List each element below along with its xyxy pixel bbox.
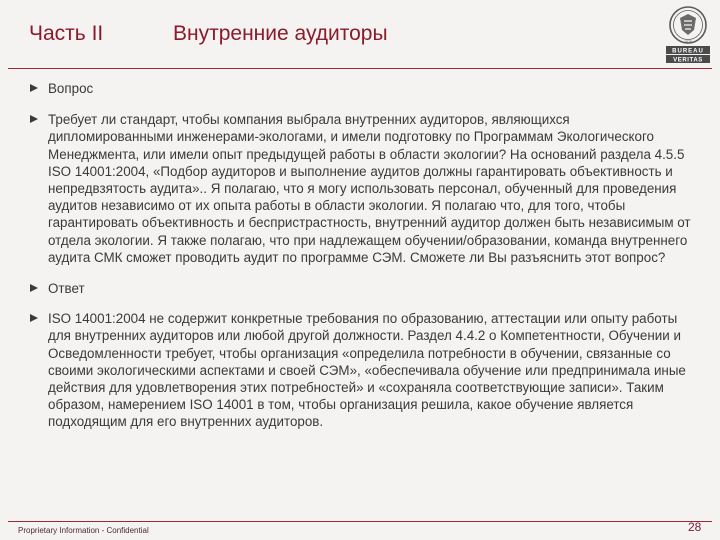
part-label: Часть II	[29, 22, 104, 45]
confidential-notice: Proprietary Information - Confidential	[18, 526, 149, 535]
question-text-bullet	[20, 111, 692, 266]
slide-content	[20, 80, 692, 431]
answer-text: ISO 14001:2004 не содержит конкретные требования по образованию, аттестации или опыту работы для внутренних аудиторов или любой другой должности. Раздел 4.4.2 о Компетентности, Обучении и Осведомленности требует, чтобы организация «определила потребности в обучении, связанные со своими экологическими аспектами и своей СЭМ», «обеспечивала обучение или предпринимала иные действия для удовлетворения этих потребностей» и «сохраняла соответствующие записи». Таким образом, намерением ISO 14001 в том, чтобы организация решила, какое обучение является подходящим для его внутренних аудиторов.	[48, 311, 686, 430]
bullet-arrow-icon	[30, 284, 38, 292]
answer-bullet	[20, 280, 692, 297]
svg-text:BUREAU: BUREAU	[672, 48, 704, 55]
slide-title: Внутренние аудиторы	[173, 22, 388, 45]
header-divider	[8, 68, 712, 69]
question-bullet	[20, 80, 692, 97]
question-text: Требует ли стандарт, чтобы компания выбрала внутренних аудиторов, являющихся дипломированными инженерами-экологами, и имели подготовку по Программам Экологического Менеджмента, или имели опыт предыдущей работы в области экологии? На оснований раздела 4.5.5 ISO 14001:2004, «Подбор аудиторов и выполнение аудитов должны гарантировать объективность и непредвзятость аудита».. Я полагаю, что я могу использовать персонал, обученный для проведения аудитов независимо от их опыта работы в области экологии. Я полагаю что, для того, чтобы гарантировать объективность и беспристрастность, внутренний аудитор должен быть независимым от отдела экологии. Я также полагаю, что при надлежащем обучении/образовании, команда внутреннего аудита СМК сможет проводить аудит по программе СЭМ. Сможете ли Вы разъяснить этот вопрос?	[48, 112, 691, 265]
svg-text:VERITAS: VERITAS	[673, 57, 703, 64]
bureau-veritas-logo	[664, 4, 712, 66]
bullet-arrow-icon	[30, 84, 38, 92]
bullet-arrow-icon	[30, 115, 38, 123]
page-number: 28	[688, 520, 702, 534]
question-label: Вопрос	[48, 81, 94, 96]
footer-divider	[8, 521, 712, 522]
bullet-arrow-icon	[30, 314, 38, 322]
slide-header	[0, 0, 720, 68]
logo-emblem-icon	[664, 4, 712, 66]
answer-text-bullet	[20, 310, 692, 430]
svg-text:1828: 1828	[684, 40, 692, 44]
answer-label: Ответ	[48, 281, 85, 297]
